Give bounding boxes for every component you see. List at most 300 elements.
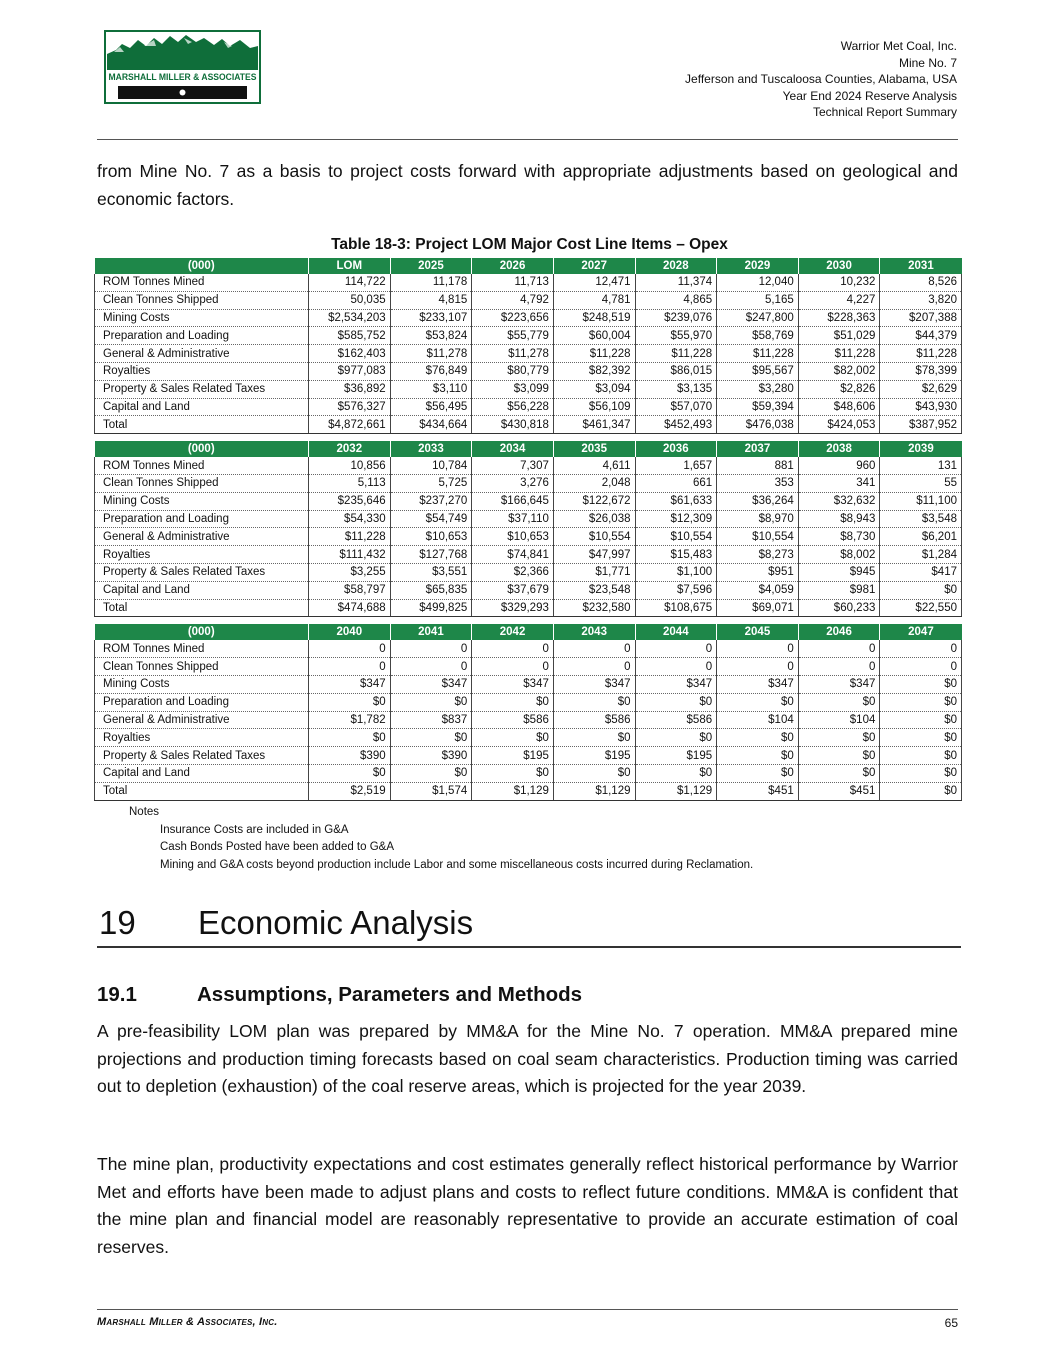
- section-number: 19: [99, 904, 136, 941]
- table-cell: 353: [717, 474, 799, 492]
- table-cell: $4,059: [717, 581, 799, 599]
- table-cell: 0: [880, 640, 962, 657]
- table-cell: $15,483: [635, 546, 717, 564]
- table-cell: $0: [390, 729, 472, 747]
- table-row: [95, 380, 962, 398]
- table-cell: $54,749: [390, 510, 472, 528]
- table-cell: $195: [553, 747, 635, 765]
- table-cell: $0: [880, 782, 962, 800]
- company-logo: [104, 30, 261, 104]
- table-cell: 0: [309, 658, 391, 676]
- body-paragraph: The mine plan, productivity expectations and cost estimates generally reflect historical performance by Warrior Met and efforts have been made to adjust plans and costs to reflect future conditions. MM&A is confident that the mine plan and financial model are reasonably representative to provide an accurate estimation of coal reserves.: [97, 1154, 958, 1258]
- row-label: General & Administrative: [95, 528, 309, 546]
- table-cell: $37,110: [472, 510, 554, 528]
- table-cell: $11,100: [880, 492, 962, 510]
- subsection-number: 19.1: [97, 983, 137, 1006]
- table-cell: 0: [717, 640, 799, 657]
- table-cell: $53,824: [390, 327, 472, 345]
- table-cell: $57,070: [635, 398, 717, 416]
- row-label: Total: [95, 782, 309, 800]
- table-cell: $54,330: [309, 510, 391, 528]
- table-cell: $3,255: [309, 563, 391, 581]
- table-row: [95, 274, 962, 291]
- table-cell: $78,399: [880, 362, 962, 380]
- table-cell: $0: [553, 693, 635, 711]
- table-cell: 4,781: [553, 291, 635, 309]
- table-row: [95, 492, 962, 510]
- table-cell: 0: [798, 658, 880, 676]
- column-header: 2043: [553, 624, 635, 640]
- table-cell: $60,004: [553, 327, 635, 345]
- table-cell: $228,363: [798, 309, 880, 327]
- table-cell: $127,768: [390, 546, 472, 564]
- table-cell: $417: [880, 563, 962, 581]
- table-cell: $11,278: [390, 345, 472, 363]
- table-row: [95, 658, 962, 676]
- table-block-gap: [95, 434, 962, 442]
- column-header: (000): [95, 258, 309, 274]
- note-item: Insurance Costs are included in G&A: [160, 823, 349, 836]
- table-cell: $56,109: [553, 398, 635, 416]
- table-row: [95, 345, 962, 363]
- column-header: (000): [95, 441, 309, 457]
- table-cell: $207,388: [880, 309, 962, 327]
- table-cell: $0: [390, 693, 472, 711]
- table-cell: $11,228: [717, 345, 799, 363]
- table-header-row: [95, 258, 962, 274]
- table-cell: 7,307: [472, 457, 554, 474]
- table-cell: 55: [880, 474, 962, 492]
- table-cell: $1,100: [635, 563, 717, 581]
- table-cell: 0: [798, 640, 880, 657]
- row-label: Capital and Land: [95, 764, 309, 782]
- table-cell: $195: [472, 747, 554, 765]
- table-cell: $1,129: [472, 782, 554, 800]
- header-company: Warrior Met Coal, Inc.: [840, 39, 957, 53]
- table-row: [95, 782, 962, 800]
- column-header: 2040: [309, 624, 391, 640]
- table-cell: 5,165: [717, 291, 799, 309]
- table-row: [95, 640, 962, 657]
- table-cell: 0: [390, 658, 472, 676]
- table-cell: 0: [553, 658, 635, 676]
- table-cell: $6,201: [880, 528, 962, 546]
- table-cell: 2,048: [553, 474, 635, 492]
- table-cell: $1,782: [309, 711, 391, 729]
- column-header: 2032: [309, 441, 391, 457]
- table-cell: 0: [880, 658, 962, 676]
- table-cell: $837: [390, 711, 472, 729]
- table-cell: $8,273: [717, 546, 799, 564]
- table-cell: 10,232: [798, 274, 880, 291]
- table-row: [95, 599, 962, 617]
- table-cell: $390: [309, 747, 391, 765]
- row-label: Total: [95, 416, 309, 434]
- table-row: [95, 729, 962, 747]
- table-cell: $58,769: [717, 327, 799, 345]
- table-cell: $347: [635, 675, 717, 693]
- section-title: Economic Analysis: [198, 904, 474, 941]
- table-header-row: [95, 624, 962, 640]
- column-header: 2039: [880, 441, 962, 457]
- column-header: 2045: [717, 624, 799, 640]
- column-header: 2029: [717, 258, 799, 274]
- table-cell: $0: [717, 729, 799, 747]
- table-cell: $47,997: [553, 546, 635, 564]
- table-title: Table 18-3: Project LOM Major Cost Line Items – Opex: [331, 236, 728, 253]
- column-header: 2036: [635, 441, 717, 457]
- row-label: Property & Sales Related Taxes: [95, 563, 309, 581]
- column-header: 2033: [390, 441, 472, 457]
- table-cell: $347: [390, 675, 472, 693]
- column-header: 2034: [472, 441, 554, 457]
- table-cell: $32,632: [798, 492, 880, 510]
- row-label: ROM Tonnes Mined: [95, 640, 309, 657]
- table-cell: $347: [553, 675, 635, 693]
- table-cell: $585,752: [309, 327, 391, 345]
- note-item: Mining and G&A costs beyond production include Labor and some miscellaneous costs incurred during Reclamation.: [160, 858, 754, 871]
- table-cell: $434,664: [390, 416, 472, 434]
- table-cell: $0: [635, 729, 717, 747]
- table-cell: $586: [553, 711, 635, 729]
- table-cell: $0: [717, 764, 799, 782]
- logo-wordmark: MARSHALL MILLER & ASSOCIATES: [108, 72, 258, 83]
- row-label: ROM Tonnes Mined: [95, 274, 309, 291]
- table-cell: 4,227: [798, 291, 880, 309]
- table-cell: 10,784: [390, 457, 472, 474]
- table-cell: $0: [472, 693, 554, 711]
- table-cell: 881: [717, 457, 799, 474]
- table-cell: $86,015: [635, 362, 717, 380]
- table-cell: $55,779: [472, 327, 554, 345]
- table-cell: $0: [553, 729, 635, 747]
- table-cell: 11,178: [390, 274, 472, 291]
- table-cell: $166,645: [472, 492, 554, 510]
- row-label: Royalties: [95, 362, 309, 380]
- row-label: Mining Costs: [95, 492, 309, 510]
- table-cell: $8,002: [798, 546, 880, 564]
- table-cell: $74,841: [472, 546, 554, 564]
- table-cell: $104: [798, 711, 880, 729]
- table-cell: $10,554: [635, 528, 717, 546]
- table-cell: $0: [635, 693, 717, 711]
- table-row: [95, 416, 962, 434]
- table-cell: $347: [717, 675, 799, 693]
- table-row: [95, 291, 962, 309]
- column-header: 2031: [880, 258, 962, 274]
- table-cell: 341: [798, 474, 880, 492]
- table-cell: $0: [880, 764, 962, 782]
- table-cell: $0: [717, 693, 799, 711]
- table-cell: $0: [553, 764, 635, 782]
- table-cell: $248,519: [553, 309, 635, 327]
- table-row: [95, 457, 962, 474]
- table-cell: $0: [880, 581, 962, 599]
- column-header: 2037: [717, 441, 799, 457]
- column-header: 2044: [635, 624, 717, 640]
- table-cell: $424,053: [798, 416, 880, 434]
- row-label: Royalties: [95, 546, 309, 564]
- table-cell: $10,653: [472, 528, 554, 546]
- table-cell: 5,725: [390, 474, 472, 492]
- table-cell: $111,432: [309, 546, 391, 564]
- table-cell: $237,270: [390, 492, 472, 510]
- table-cell: 661: [635, 474, 717, 492]
- table-cell: $43,930: [880, 398, 962, 416]
- table-cell: $3,280: [717, 380, 799, 398]
- table-cell: $65,835: [390, 581, 472, 599]
- table-cell: $499,825: [390, 599, 472, 617]
- table-cell: 3,820: [880, 291, 962, 309]
- table-cell: $452,493: [635, 416, 717, 434]
- page-number: 65: [944, 1316, 958, 1330]
- table-cell: $55,970: [635, 327, 717, 345]
- table-cell: $0: [880, 729, 962, 747]
- table-cell: 11,374: [635, 274, 717, 291]
- table-cell: $0: [472, 764, 554, 782]
- table-row: [95, 693, 962, 711]
- table-cell: 0: [717, 658, 799, 676]
- header-divider: [97, 139, 958, 140]
- table-cell: $37,679: [472, 581, 554, 599]
- table-cell: $48,606: [798, 398, 880, 416]
- table-cell: $0: [309, 729, 391, 747]
- table-cell: $8,730: [798, 528, 880, 546]
- table-cell: $2,519: [309, 782, 391, 800]
- table-cell: $232,580: [553, 599, 635, 617]
- column-header: 2046: [798, 624, 880, 640]
- table-cell: $2,366: [472, 563, 554, 581]
- table-cell: $0: [309, 764, 391, 782]
- table-cell: $981: [798, 581, 880, 599]
- table-cell: $2,826: [798, 380, 880, 398]
- row-label: Clean Tonnes Shipped: [95, 474, 309, 492]
- table-cell: 0: [472, 658, 554, 676]
- table-cell: $22,550: [880, 599, 962, 617]
- column-header: 2042: [472, 624, 554, 640]
- column-header: 2025: [390, 258, 472, 274]
- table-cell: 0: [309, 640, 391, 657]
- footer-company: Marshall Miller & Associates, Inc.: [97, 1316, 278, 1328]
- table-cell: $0: [880, 711, 962, 729]
- table-cell: 0: [635, 640, 717, 657]
- table-cell: $461,347: [553, 416, 635, 434]
- notes-label: Notes: [129, 806, 160, 818]
- table-cell: $61,633: [635, 492, 717, 510]
- row-label: Preparation and Loading: [95, 693, 309, 711]
- table-cell: $82,392: [553, 362, 635, 380]
- table-cell: 131: [880, 457, 962, 474]
- header-mine: Mine No. 7: [898, 55, 957, 70]
- body-paragraph: A pre-feasibility LOM plan was prepared by MM&A for the Mine No. 7 operation. MM&A prepared mine projections and production timing forecasts based on coal seam characteristics. Production timing was carried out to depletion (exhaustion) of the coal reserve areas, which is projected for the year 2039.: [97, 1021, 958, 1097]
- table-cell: 0: [635, 658, 717, 676]
- row-label: Total: [95, 599, 309, 617]
- table-cell: $11,228: [553, 345, 635, 363]
- opex-cost-table: [94, 258, 962, 801]
- table-row: [95, 675, 962, 693]
- table-cell: $8,970: [717, 510, 799, 528]
- table-cell: $195: [635, 747, 717, 765]
- row-label: Capital and Land: [95, 398, 309, 416]
- table-row: [95, 764, 962, 782]
- row-label: General & Administrative: [95, 711, 309, 729]
- table-cell: $3,099: [472, 380, 554, 398]
- table-cell: $51,029: [798, 327, 880, 345]
- table-cell: $0: [798, 693, 880, 711]
- table-cell: $951: [717, 563, 799, 581]
- row-label: Clean Tonnes Shipped: [95, 658, 309, 676]
- table-cell: 3,276: [472, 474, 554, 492]
- table-cell: $10,653: [390, 528, 472, 546]
- table-cell: 4,611: [553, 457, 635, 474]
- table-cell: $108,675: [635, 599, 717, 617]
- table-cell: $2,629: [880, 380, 962, 398]
- table-cell: 4,815: [390, 291, 472, 309]
- table-cell: $347: [472, 675, 554, 693]
- table-cell: $329,293: [472, 599, 554, 617]
- column-header: 2028: [635, 258, 717, 274]
- column-header: LOM: [309, 258, 391, 274]
- table-cell: $430,818: [472, 416, 554, 434]
- table-cell: $122,672: [553, 492, 635, 510]
- table-cell: 50,035: [309, 291, 391, 309]
- column-header: 2047: [880, 624, 962, 640]
- table-cell: $3,094: [553, 380, 635, 398]
- row-label: Clean Tonnes Shipped: [95, 291, 309, 309]
- table-row: [95, 546, 962, 564]
- column-header: 2026: [472, 258, 554, 274]
- table-cell: $26,038: [553, 510, 635, 528]
- table-cell: $347: [798, 675, 880, 693]
- table-header-row: [95, 441, 962, 457]
- table-cell: $0: [798, 747, 880, 765]
- table-row: [95, 474, 962, 492]
- column-header: (000): [95, 624, 309, 640]
- table-row: [95, 563, 962, 581]
- table-cell: $11,228: [635, 345, 717, 363]
- row-label: Preparation and Loading: [95, 510, 309, 528]
- table-cell: $69,071: [717, 599, 799, 617]
- table-row: [95, 362, 962, 380]
- subsection-title: Assumptions, Parameters and Methods: [197, 983, 583, 1006]
- row-label: Mining Costs: [95, 309, 309, 327]
- table-cell: $10,554: [717, 528, 799, 546]
- table-cell: 12,040: [717, 274, 799, 291]
- table-cell: $0: [880, 675, 962, 693]
- table-cell: $44,379: [880, 327, 962, 345]
- footer-divider: [97, 1309, 958, 1310]
- table-cell: $56,228: [472, 398, 554, 416]
- table-cell: $1,284: [880, 546, 962, 564]
- table-cell: $586: [472, 711, 554, 729]
- intro-paragraph: from Mine No. 7 as a basis to project costs forward with appropriate adjustments based on geological and economic factors.: [97, 161, 958, 209]
- table-cell: 0: [390, 640, 472, 657]
- table-cell: $223,656: [472, 309, 554, 327]
- header-report-type: Technical Report Summary: [812, 105, 957, 119]
- table-cell: $233,107: [390, 309, 472, 327]
- table-cell: 1,657: [635, 457, 717, 474]
- table-cell: $11,228: [309, 528, 391, 546]
- table-cell: $0: [472, 729, 554, 747]
- table-cell: 114,722: [309, 274, 391, 291]
- table-cell: $235,646: [309, 492, 391, 510]
- row-label: ROM Tonnes Mined: [95, 457, 309, 474]
- table-cell: $23,548: [553, 581, 635, 599]
- row-label: Capital and Land: [95, 581, 309, 599]
- table-cell: $239,076: [635, 309, 717, 327]
- table-cell: 0: [472, 640, 554, 657]
- table-row: [95, 711, 962, 729]
- table-cell: $451: [798, 782, 880, 800]
- table-cell: 5,113: [309, 474, 391, 492]
- table-cell: $0: [390, 764, 472, 782]
- row-label: Property & Sales Related Taxes: [95, 380, 309, 398]
- table-cell: $60,233: [798, 599, 880, 617]
- table-notes: [129, 804, 753, 874]
- table-row: [95, 309, 962, 327]
- header-analysis: Year End 2024 Reserve Analysis: [782, 88, 957, 103]
- header-location: Jefferson and Tuscaloosa Counties, Alabama, USA: [685, 72, 957, 86]
- table-cell: $390: [390, 747, 472, 765]
- note-item: Cash Bonds Posted have been added to G&A: [160, 841, 394, 853]
- table-cell: $586: [635, 711, 717, 729]
- table-cell: $247,800: [717, 309, 799, 327]
- table-cell: $4,872,661: [309, 416, 391, 434]
- table-cell: $58,797: [309, 581, 391, 599]
- table-cell: $0: [798, 764, 880, 782]
- table-cell: $11,228: [880, 345, 962, 363]
- table-cell: $80,779: [472, 362, 554, 380]
- table-cell: $0: [717, 747, 799, 765]
- row-label: Preparation and Loading: [95, 327, 309, 345]
- table-cell: $0: [880, 747, 962, 765]
- table-cell: $3,110: [390, 380, 472, 398]
- table-cell: $95,567: [717, 362, 799, 380]
- table-cell: $474,688: [309, 599, 391, 617]
- column-header: 2035: [553, 441, 635, 457]
- table-cell: $476,038: [717, 416, 799, 434]
- section-19-heading: [97, 900, 961, 948]
- table-cell: $36,264: [717, 492, 799, 510]
- table-cell: $1,129: [635, 782, 717, 800]
- column-header: 2027: [553, 258, 635, 274]
- section-19-1-heading: [97, 983, 961, 1007]
- table-cell: 10,856: [309, 457, 391, 474]
- table-cell: 960: [798, 457, 880, 474]
- table-cell: 4,865: [635, 291, 717, 309]
- table-row: [95, 747, 962, 765]
- table-cell: $0: [309, 693, 391, 711]
- table-cell: $0: [880, 693, 962, 711]
- header-info: [685, 38, 957, 121]
- table-cell: $1,574: [390, 782, 472, 800]
- column-header: 2038: [798, 441, 880, 457]
- table-cell: $3,135: [635, 380, 717, 398]
- table-cell: $347: [309, 675, 391, 693]
- table-cell: $451: [717, 782, 799, 800]
- table-cell: $8,943: [798, 510, 880, 528]
- column-header: 2041: [390, 624, 472, 640]
- table-row: [95, 581, 962, 599]
- table-cell: 8,526: [880, 274, 962, 291]
- table-cell: $56,495: [390, 398, 472, 416]
- table-cell: $3,551: [390, 563, 472, 581]
- row-label: General & Administrative: [95, 345, 309, 363]
- table-block-gap: [95, 617, 962, 625]
- table-row: [95, 510, 962, 528]
- table-row: [95, 398, 962, 416]
- row-label: Mining Costs: [95, 675, 309, 693]
